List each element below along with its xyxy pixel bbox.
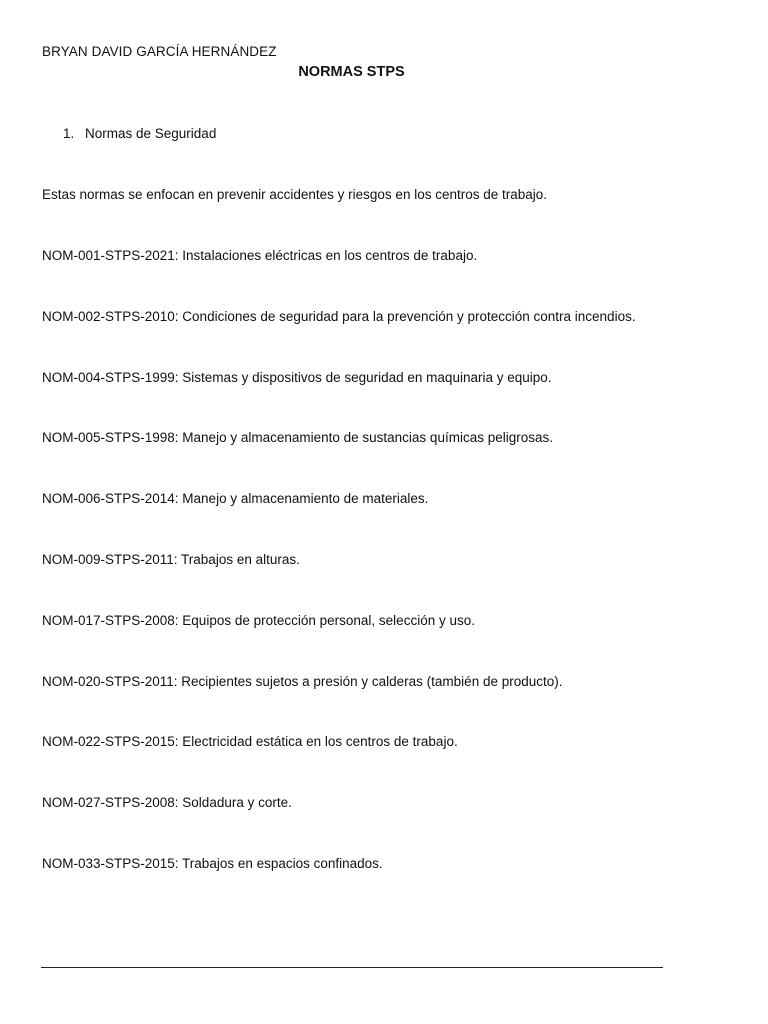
section-number: 1. bbox=[63, 126, 75, 141]
intro-paragraph: Estas normas se enfocan en prevenir accidentes y riesgos en los centros de trabajo. bbox=[42, 187, 548, 202]
section-label: Normas de Seguridad bbox=[85, 126, 217, 141]
section-heading bbox=[63, 126, 216, 141]
norm-item: NOM-033-STPS-2015: Trabajos en espacios confinados. bbox=[42, 855, 383, 871]
norm-item: NOM-017-STPS-2008: Equipos de protección personal, selección y uso. bbox=[42, 612, 475, 628]
norm-item: NOM-022-STPS-2015: Electricidad estática en los centros de trabajo. bbox=[42, 734, 458, 750]
norm-item: NOM-002-STPS-2010: Condiciones de seguridad para la prevención y protección contra incendios. bbox=[42, 308, 636, 324]
footer-divider bbox=[41, 967, 663, 968]
norm-item: NOM-005-STPS-1998: Manejo y almacenamiento de sustancias químicas peligrosas. bbox=[42, 430, 553, 446]
document-title: NORMAS STPS bbox=[298, 64, 405, 80]
norm-item: NOM-009-STPS-2011: Trabajos en alturas. bbox=[42, 551, 300, 567]
norm-item: NOM-006-STPS-2014: Manejo y almacenamiento de materiales. bbox=[42, 491, 429, 507]
norm-item: NOM-027-STPS-2008: Soldadura y corte. bbox=[42, 795, 292, 811]
norm-item: NOM-020-STPS-2011: Recipientes sujetos a presión y calderas (también de producto). bbox=[42, 673, 563, 689]
norm-item: NOM-001-STPS-2021: Instalaciones eléctricas en los centros de trabajo. bbox=[42, 248, 478, 263]
norm-item: NOM-004-STPS-1999: Sistemas y dispositivos de seguridad en maquinaria y equipo. bbox=[42, 369, 552, 385]
norm-list bbox=[42, 248, 636, 917]
author-name: BRYAN DAVID GARCÍA HERNÁNDEZ bbox=[42, 44, 277, 59]
